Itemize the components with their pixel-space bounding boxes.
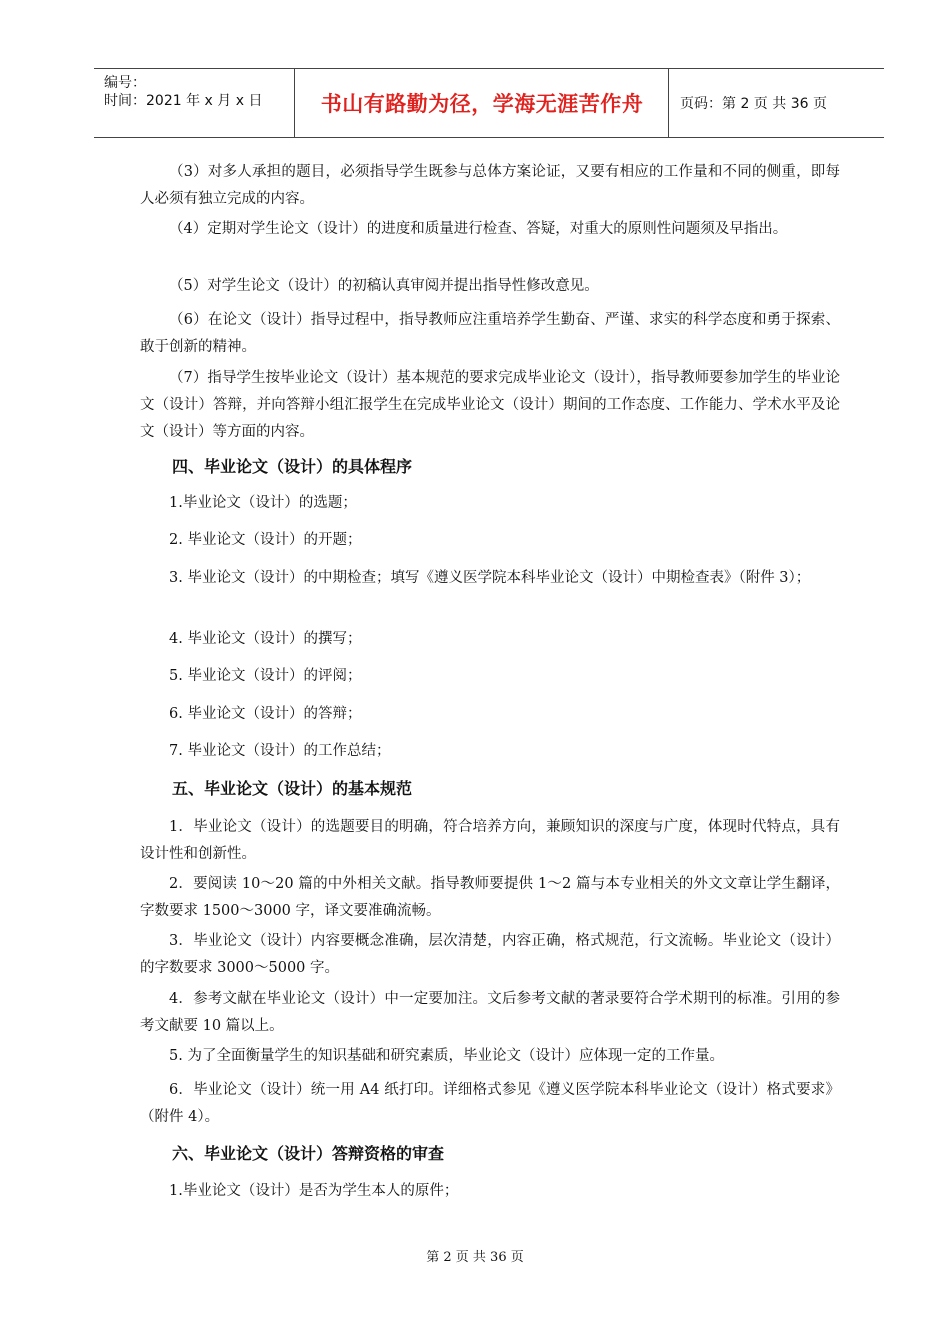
procedure-item: 2. 毕业论文（设计）的开题； <box>169 532 362 548</box>
guidance-item-4: （4）定期对学生论文（设计）的进度和质量进行检查、答疑，对重大的原则性问题须及早指出。 <box>169 221 788 237</box>
review-item: 1.毕业论文（设计）是否为学生本人的原件； <box>169 1183 459 1199</box>
header-motto: 书山有路勤为径，学海无涯苦作舟 <box>320 92 644 116</box>
header-page-info: 页码：第 2 页 共 36 页 <box>680 96 827 112</box>
norm-item: 6．毕业论文（设计）统一用 A4 纸打印。详细格式参见《遵义医学院本科毕业论文（设计）格式要求》（附件 4）。 <box>140 1082 840 1125</box>
section-heading-norms: 五、毕业论文（设计）的基本规范 <box>172 779 413 798</box>
document-date: 时间：2021 年 x 月 x 日 <box>104 93 263 109</box>
document-number-label: 编号： <box>104 75 146 91</box>
procedure-item: 5. 毕业论文（设计）的评阅； <box>169 668 362 684</box>
guidance-item-6: （6）在论文（设计）指导过程中，指导教师应注重培养学生勤奋、严谨、求实的科学态度和勇于探索、敢于创新的精神。 <box>140 312 840 355</box>
procedure-item: 3. 毕业论文（设计）的中期检查；填写《遵义医学院本科毕业论文（设计）中期检查表》（附件 3）； <box>169 570 811 586</box>
procedure-item: 7. 毕业论文（设计）的工作总结； <box>169 743 391 759</box>
procedure-item: 1.毕业论文（设计）的选题； <box>169 495 357 511</box>
page-footer: 第 2 页 共 36 页 <box>426 1250 524 1265</box>
norm-item: 3．毕业论文（设计）内容要概念准确，层次清楚，内容正确，格式规范，行文流畅。毕业论文（设计）的字数要求 3000～5000 字。 <box>140 933 840 976</box>
guidance-item-3: （3）对多人承担的题目，必须指导学生既参与总体方案论证，又要有相应的工作量和不同的侧重，即每人必须有独立完成的内容。 <box>140 164 840 207</box>
norm-item: 2．要阅读 10～20 篇的中外相关文献。指导教师要提供 1～2 篇与本专业相关的外文文章让学生翻译，字数要求 1500～3000 字，译文要准确流畅。 <box>140 876 840 919</box>
header-meta <box>94 69 295 137</box>
norm-item: 1．毕业论文（设计）的选题要目的明确，符合培养方向，兼顾知识的深度与广度，体现时代特点，具有设计性和创新性。 <box>140 819 840 862</box>
procedure-item: 4. 毕业论文（设计）的撰写； <box>169 631 362 647</box>
norm-item: 5. 为了全面衡量学生的知识基础和研究素质，毕业论文（设计）应体现一定的工作量。 <box>169 1048 724 1064</box>
header-motto-cell <box>296 69 669 137</box>
guidance-item-5: （5）对学生论文（设计）的初稿认真审阅并提出指导性修改意见。 <box>169 278 599 294</box>
section-heading-defense-review: 六、毕业论文（设计）答辩资格的审查 <box>172 1144 445 1163</box>
guidance-item-7: （7）指导学生按毕业论文（设计）基本规范的要求完成毕业论文（设计），指导教师要参加学生的毕业论文（设计）答辩，并向答辩小组汇报学生在完成毕业论文（设计）期间的工作态度、工作能力、学术水平及论文（设计）等方面的内容。 <box>140 370 840 440</box>
norm-item: 4．参考文献在毕业论文（设计）中一定要加注。文后参考文献的著录要符合学术期刊的标准。引用的参考文献要 10 篇以上。 <box>140 991 840 1034</box>
page-header <box>94 68 884 138</box>
procedure-item: 6. 毕业论文（设计）的答辩； <box>169 706 362 722</box>
section-heading-procedure: 四、毕业论文（设计）的具体程序 <box>172 457 413 476</box>
